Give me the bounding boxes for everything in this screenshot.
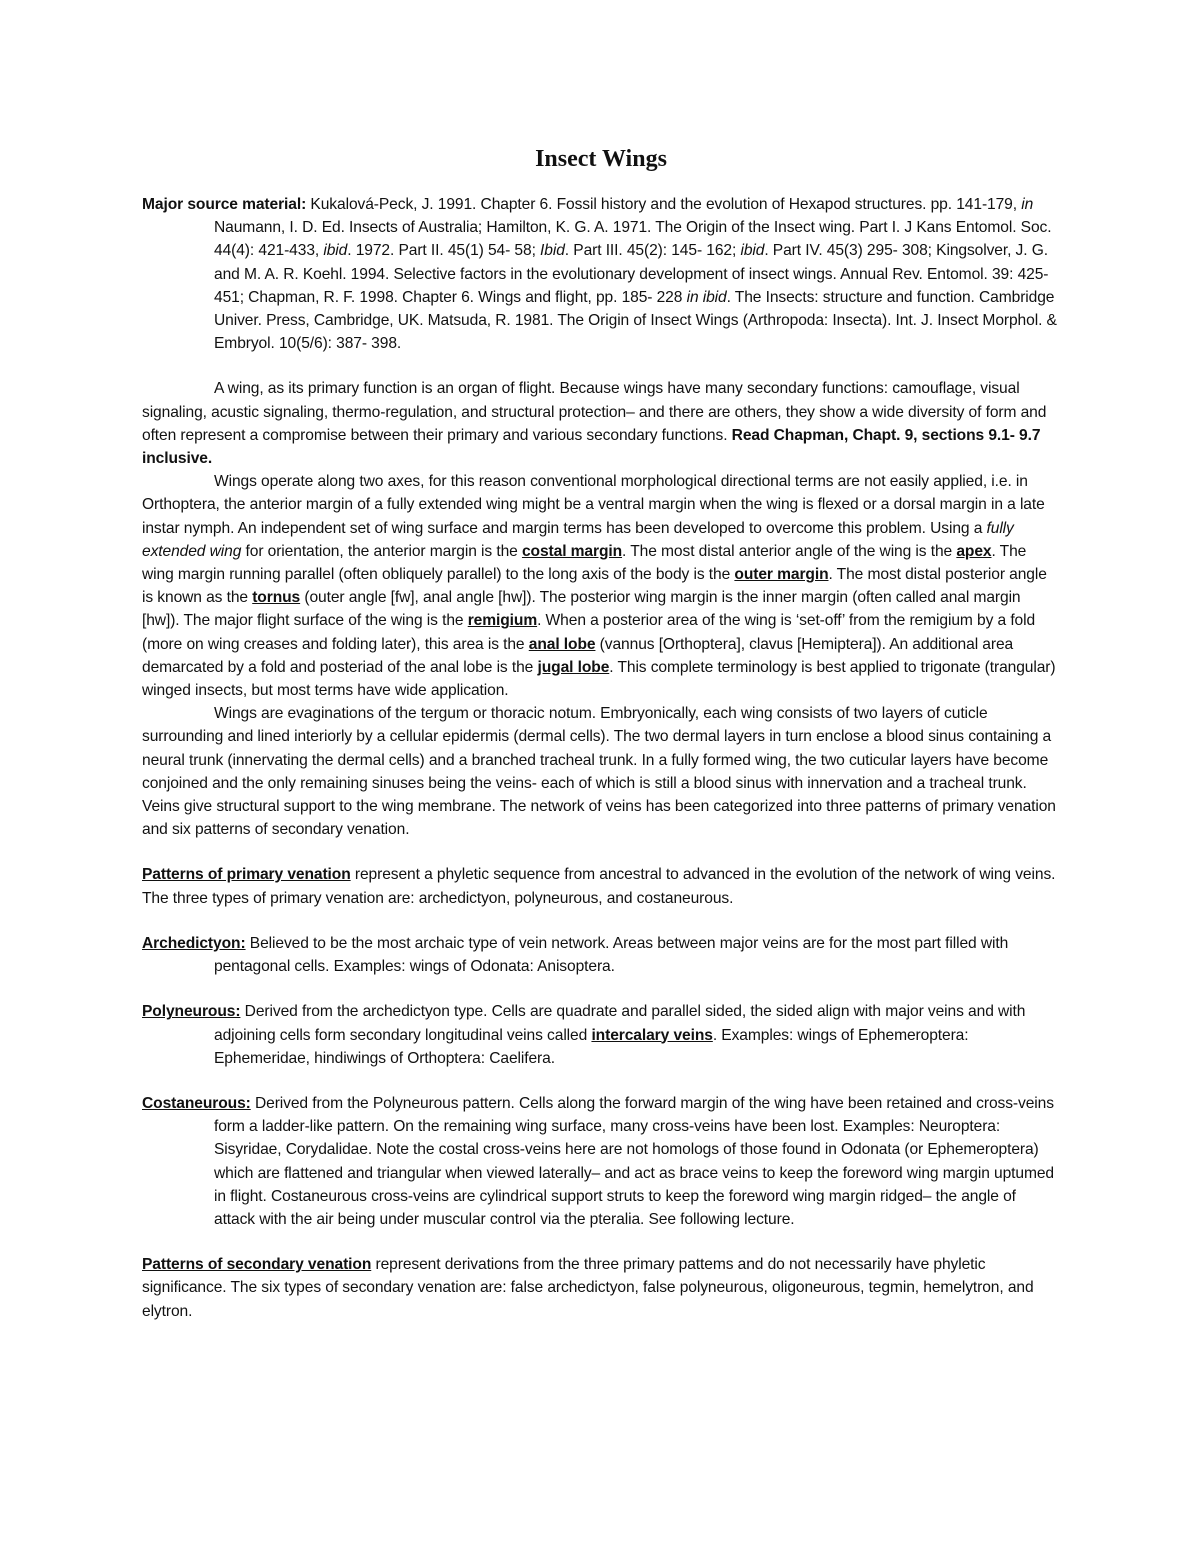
term-intercalary-veins: intercalary veins xyxy=(591,1026,713,1044)
italic-term: fully extended wing xyxy=(142,519,1014,560)
body-text: Derived from the Polyneurous pattern. Cells along the forward margin of the wing have been retained and cross-veins form a ladder-like pattern. On the remaining wing surface, many cross-veins have been lost. Examples: Neuroptera: Sisyridae, Corydalidae. Note the costal cross-veins here are not homologs of those found in Odonata (or Ephemeroptera) which are flattened and triangular when viewed laterally– and act as brace veins to keep the foreword wing margin uptumed in flight. Costaneurous cross-veins are cylindrical support struts to keep the foreword wing margin ridged– the angle of attack with the air being under muscular control via the pteralia. See following lecture. xyxy=(214,1094,1054,1228)
source-text: . 1972. Part II. 45(1) 54- 58; xyxy=(347,242,541,260)
term-apex: apex xyxy=(956,542,992,560)
body-text: represent a phyletic sequence from ancestral to advanced in the evolution of the network of wing veins. The three types of primary venation are: archedictyon, polyneurous, and costaneurous. xyxy=(142,866,1056,907)
primary-venation-paragraph xyxy=(142,863,1060,909)
body-text: (vannus [Orthoptera], clavus [Hemiptera]). An additional area demarcated by a fold and posteriad of the anal lobe is the xyxy=(142,635,1014,676)
term-tornus: tornus xyxy=(252,589,301,607)
source-text: . Part III. 45(2): 145- 162; xyxy=(564,242,741,260)
term-costaneurous: Costaneurous: xyxy=(142,1094,251,1112)
source-italic: Ibid xyxy=(540,242,565,260)
spacer xyxy=(142,1070,1060,1092)
term-secondary-venation: Patterns of secondary venation xyxy=(142,1256,372,1274)
term-primary-venation: Patterns of primary venation xyxy=(142,866,351,884)
term-costal-margin: costal margin xyxy=(521,542,623,560)
body-text: (outer angle [fw], anal angle [hw]). The posterior wing margin is the inner margin (often called anal margin [hw]). The major flight surface of the wing is the xyxy=(142,589,1021,630)
body-text: . The most distal anterior angle of the wing is the xyxy=(622,542,957,560)
body-text: . The most distal posterior angle is known as the xyxy=(142,566,1047,607)
body-text: . Examples: wings of Ephemeroptera: Ephemeridae, hindiwings of Orthoptera: Caelifera. xyxy=(214,1026,969,1067)
spacer xyxy=(142,1231,1060,1253)
costaneurous-paragraph xyxy=(142,1092,1060,1231)
term-anal-lobe: anal lobe xyxy=(528,635,596,653)
source-text: . The Insects: structure and function. Cambridge Univer. Press, Cambridge, UK. Matsuda, R. 1981. The Origin of Insect Wings (Arthropoda: Insecta). Int. J. Insect Morphol. & Embryol. 10(5/6): 387- 398. xyxy=(214,288,1057,353)
term-outer-margin: outer margin xyxy=(734,566,829,584)
body-text: . This complete terminology is best applied to trigonate (trangular) winged insects, but most terms have wide application. xyxy=(142,658,1056,700)
term-archedictyon: Archedictyon: xyxy=(142,934,246,952)
spacer xyxy=(142,978,1060,1000)
body-text: A wing, as its primary function is an organ of flight. Because wings have many secondary functions: camouflage, visual signaling, acustic signaling, thermo-regulation, and structural protection– and there are others, they show a wide diversity of form and often represent a compromise between their primary and various secondary functions. xyxy=(142,380,1047,444)
source-label: Major source material: xyxy=(142,196,307,213)
source-material-paragraph xyxy=(142,193,1060,355)
reading-assignment: Read Chapman, Chapt. 9, sections 9.1- 9.7 inclusive. xyxy=(142,426,1041,468)
intro-paragraph xyxy=(142,377,1060,470)
source-italic: in ibid xyxy=(686,288,727,306)
embryology-paragraph: Wings are evaginations of the tergum or thoracic notum. Embryonically, each wing consists of two layers of cuticle surrounding and lined interiorly by a cellular epidermis (dermal cells). The two dermal layers in turn enclose a blood sinus containing a neural trunk (innervating the dermal cells) and a branched tracheal trunk. In a fully formed wing, the two cuticular layers have become conjoined and the only remaining sinuses being the veins- each of which is still a blood sinus with innervation and a tracheal trunk. Veins give structural support to the wing membrane. The network of veins has been categorized into three patterns of primary venation and six patterns of secondary venation. xyxy=(142,705,1056,839)
body-text: for orientation, the anterior margin is the xyxy=(241,542,522,560)
term-jugal-lobe: jugal lobe xyxy=(537,658,610,676)
term-polyneurous: Polyneurous: xyxy=(142,1003,241,1021)
source-text: . Part IV. 45(3) 295- 308; Kingsolver, J. G. and M. A. R. Koehl. 1994. Selective factors in the evolutionary development of insect wings. Annual Rev. Entomol. 39: 425-451; Chapman, R. F. 1998. Chapter 6. Wings and flight, pp. 185- 228 xyxy=(214,242,1049,306)
body-text: . When a posterior area of the wing is ‘set-off’ from the remigium by a fold (more on wing creases and folding later), this area is the xyxy=(142,612,1036,653)
source-italic: ibid xyxy=(323,242,348,260)
spacer xyxy=(142,910,1060,932)
source-italic: in xyxy=(1021,196,1034,213)
term-remigium: remigium xyxy=(467,612,538,630)
body-text: Wings operate along two axes, for this reason conventional morphological directional terms are not easily applied, i.e. in Orthoptera, the anterior margin of a fully extended wing might be a ventral margin when the wing is flexed or a dorsal margin in a late instar nymph. An independent set of wing surface and margin terms has been developed to overcome this problem. Using a xyxy=(142,473,1045,537)
body-text: Believed to be the most archaic type of vein network. Areas between major veins are for the most part filled with pentagonal cells. Examples: wings of Odonata: Anisoptera. xyxy=(214,934,1009,976)
archedictyon-paragraph xyxy=(142,932,1060,978)
source-italic: ibid xyxy=(740,242,765,260)
body-text: represent derivations from the three primary pattems and do not necessarily have phyletic significance. The six types of secondary venation are: false archedictyon, false polyneurous, oligoneurous, tegmin, hemelytron, and elytron. xyxy=(142,1256,1034,1320)
secondary-venation-paragraph xyxy=(142,1253,1060,1323)
body-text: . The wing margin running parallel (often obliquely parallel) to the long axis of the body is the xyxy=(142,542,1027,584)
spacer xyxy=(142,841,1060,863)
terminology-paragraph xyxy=(142,470,1060,702)
source-text: Naumann, I. D. Ed. Insects of Australia; Hamilton, K. G. A. 1971. The Origin of the Insect wing. Part I. J Kans Entomol. Soc. 44(4): 421-433, xyxy=(214,219,1052,260)
body-text: Derived from the archedictyon type. Cells are quadrate and parallel sided, the sided align with major veins and with adjoining cells form secondary longitudinal veins called xyxy=(214,1003,1026,1044)
polyneurous-paragraph xyxy=(142,1000,1060,1070)
source-text: Kukalová-Peck, J. 1991. Chapter 6. Fossil history and the evolution of Hexapod structures. pp. 141-179, xyxy=(306,196,1022,213)
spacer xyxy=(142,355,1060,377)
page-title: Insect Wings xyxy=(535,146,667,172)
